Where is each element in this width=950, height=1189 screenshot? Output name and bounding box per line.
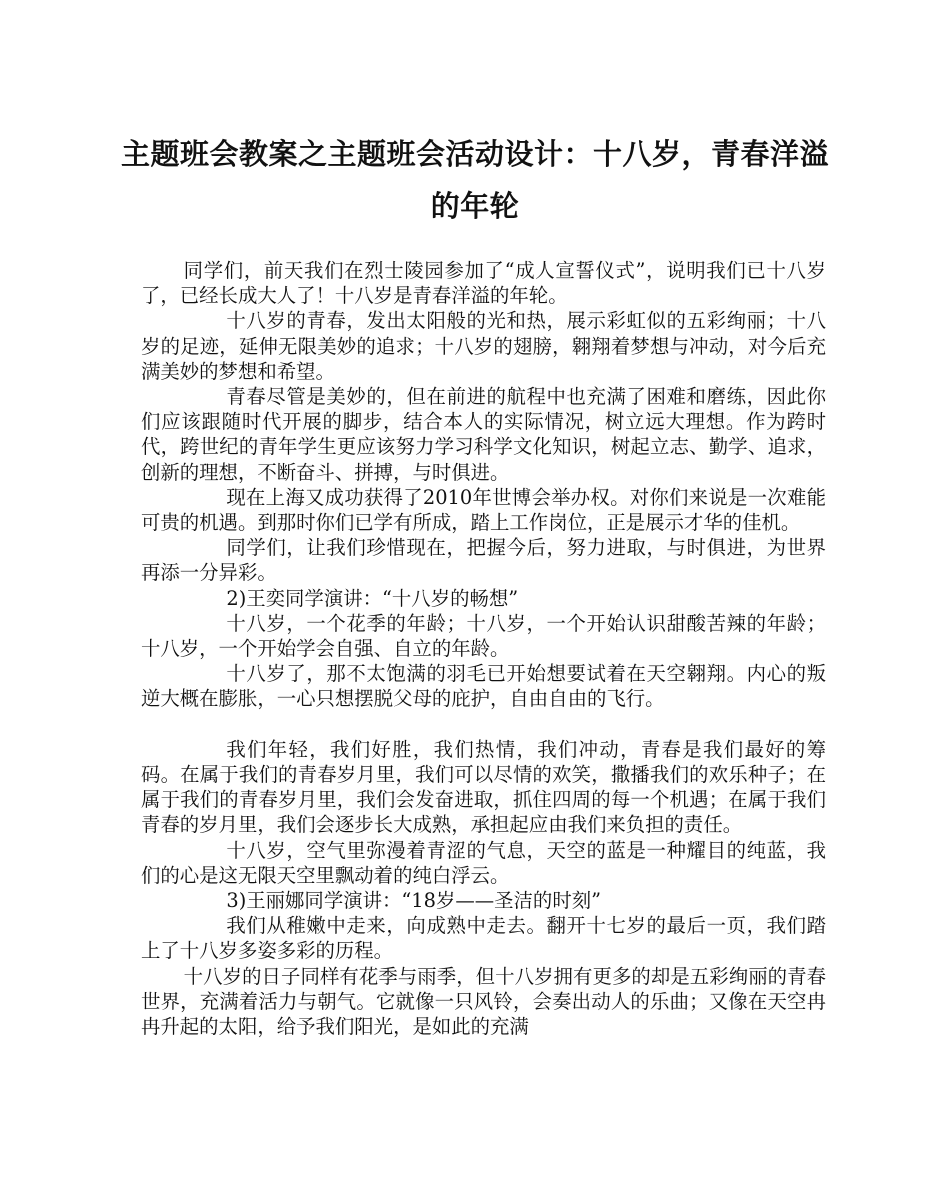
- paragraph: 我们从稚嫩中走来，向成熟中走去。翻开十七岁的最后一页，我们踏上了十八岁多姿多彩的历程。: [141, 914, 826, 963]
- paragraph: 十八岁的日子同样有花季与雨季，但十八岁拥有更多的却是五彩绚丽的青春世界，充满着活力与朝气。它就像一只风铃，会奏出动人的乐曲；又像在天空冉冉升起的太阳，给予我们阳光，是如此的充满: [141, 964, 826, 1039]
- paragraph: 现在上海又成功获得了2010年世博会举办权。对你们来说是一次难能可贵的机遇。到那时你们已学有所成，踏上工作岗位，正是展示才华的佳机。: [141, 485, 826, 535]
- paragraph: 十八岁的青春，发出太阳般的光和热，展示彩虹似的五彩绚丽；十八岁的足迹，延伸无限美妙的追求；十八岁的翅膀，翱翔着梦想与冲动，对今后充满美妙的梦想和希望。: [141, 309, 826, 383]
- paragraph: 十八岁了，那不太饱满的羽毛已开始想要试着在天空翱翔。内心的叛逆大概在膨胀，一心只想摆脱父母的庇护，自由自由的飞行。: [141, 662, 826, 711]
- paragraph: 我们年轻，我们好胜，我们热情，我们冲动，青春是我们最好的筹码。在属于我们的青春岁月里，我们可以尽情的欢笑，撒播我们的欢乐种子；在属于我们的青春岁月里，我们会发奋进取，抓住四周的每一个机遇；在属于我们青春的岁月里，我们会逐步长大成熟，承担起应由我们来负担的责任。: [141, 737, 826, 837]
- section-heading: 3)王丽娜同学演讲：“18岁——圣洁的时刻”: [226, 889, 602, 913]
- paragraph: 青春尽管是美妙的，但在前进的航程中也充满了困难和磨练，因此你们应该跟随时代开展的脚步，结合本人的实际情况，树立远大理想。作为跨时代，跨世纪的青年学生更应该努力学习科学文化知识，树起立志、勤学、追求，创新的理想，不断奋斗、拼搏，与时俱进。: [141, 385, 826, 484]
- paragraph: 十八岁，一个花季的年龄；十八岁，一个开始认识甜酸苦辣的年龄；十八岁，一个开始学会自强、自立的年龄。: [141, 611, 826, 661]
- document-title: 主题班会教案之主题班会活动设计：十八岁，青春洋溢的年轮: [120, 137, 829, 223]
- paragraph: 同学们，让我们珍惜现在，把握今后，努力进取，与时俱进，为世界再添一分异彩。: [141, 536, 826, 585]
- paragraph: 十八岁，空气里弥漫着青涩的气息，天空的蓝是一种耀目的纯蓝，我们的心是这无限天空里飘动着的纯白浮云。: [141, 838, 826, 887]
- paragraph: 同学们，前天我们在烈士陵园参加了“成人宣誓仪式”，说明我们已十八岁了，已经长成大人了！十八岁是青春洋溢的年轮。: [141, 259, 826, 308]
- document-body: [141, 258, 826, 1039]
- blank-line: [141, 712, 826, 737]
- section-heading: 2)王奕同学演讲：“十八岁的畅想”: [226, 586, 519, 610]
